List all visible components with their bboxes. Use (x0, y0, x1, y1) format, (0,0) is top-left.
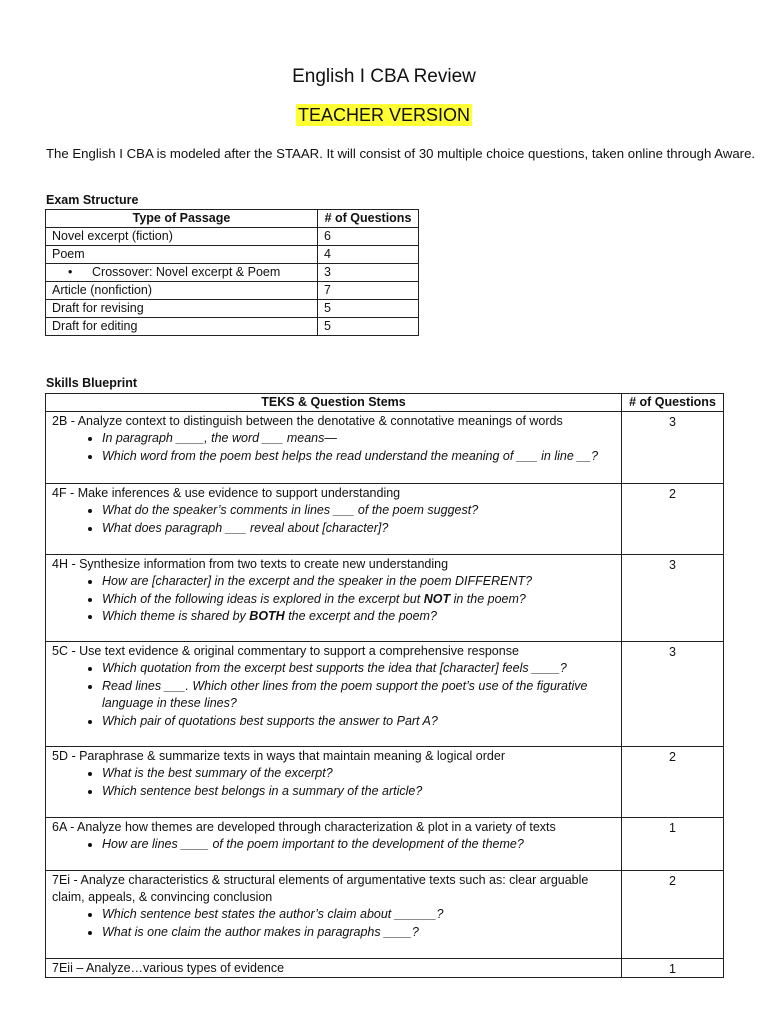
teacher-version-highlight: TEACHER VERSION (297, 105, 471, 125)
question-count: 3 (318, 264, 419, 282)
stem-emphasis: BOTH (249, 609, 285, 623)
question-stem (102, 591, 615, 609)
stem-text: the excerpt and the poem? (288, 609, 437, 623)
table-row (46, 300, 419, 318)
passage-type: Novel excerpt (fiction) (46, 228, 318, 246)
question-stem: • Which sentence best states the author’s claim about ______? (102, 906, 615, 924)
teks-description: 7Ei - Analyze characteristics & structural elements of argumentative texts such as: clear arguable claim, appeals, & convincing conclusion (52, 873, 589, 904)
question-stem-list (52, 836, 615, 854)
passage-type: Crossover: Novel excerpt & Poem (92, 265, 281, 279)
table-header-row (46, 394, 724, 412)
question-stem: • In paragraph ____, the word ___ means— (102, 430, 615, 448)
table-row (46, 412, 724, 484)
teks-cell (46, 959, 622, 978)
question-stem-list (52, 573, 615, 626)
table-row (46, 555, 724, 642)
question-count: 2 (622, 871, 724, 959)
question-stem: • What is the best summary of the excerpt? (102, 765, 615, 783)
column-header: # of Questions (622, 394, 724, 412)
question-stem: • Which pair of quotations best supports the answer to Part A? (102, 713, 615, 731)
stem-text: Which of the following ideas is explored in the excerpt but (102, 591, 421, 606)
teks-description: 2B - Analyze context to distinguish between the denotative & connotative meanings of words (52, 414, 563, 428)
teks-cell (46, 818, 622, 871)
stem-emphasis: NOT (423, 591, 451, 606)
question-stem-list (52, 502, 615, 537)
question-count: 4 (318, 246, 419, 264)
table-row (46, 818, 724, 871)
question-stem: • Which word from the poem best helps the read understand the meaning of ___ in line __? (102, 448, 615, 466)
teks-cell (46, 484, 622, 555)
question-stem-list (52, 660, 615, 730)
bullet-icon: • (68, 265, 73, 279)
question-stem-list (52, 765, 615, 800)
table-row (46, 228, 419, 246)
question-count: 6 (318, 228, 419, 246)
teks-cell (46, 412, 622, 484)
question-stem (102, 608, 615, 626)
column-header: # of Questions (318, 210, 419, 228)
passage-type: Draft for editing (46, 318, 318, 336)
teks-description: 4F - Make inferences & use evidence to support understanding (52, 486, 401, 500)
question-count: 2 (622, 747, 724, 818)
passage-type: Article (nonfiction) (46, 282, 318, 300)
table-row (46, 747, 724, 818)
question-count: 7 (318, 282, 419, 300)
passage-type: Draft for revising (46, 300, 318, 318)
table-row (46, 871, 724, 959)
table-row (46, 246, 419, 264)
question-count: 3 (622, 412, 724, 484)
question-stem-list (52, 430, 615, 465)
teks-cell (46, 871, 622, 959)
table-row (46, 264, 419, 282)
question-count: 1 (622, 818, 724, 871)
question-count: 2 (622, 484, 724, 555)
passage-type-cell (46, 264, 318, 282)
question-stem: • What does paragraph ___ reveal about [character]? (102, 520, 615, 538)
table-header-row (46, 210, 419, 228)
skills-blueprint-table (45, 393, 724, 978)
column-header: Type of Passage (46, 210, 318, 228)
teks-description: 4H - Synthesize information from two texts to create new understanding (52, 557, 449, 571)
stem-text: in the poem? (453, 591, 526, 606)
question-count: 5 (318, 300, 419, 318)
question-stem: • Read lines ___. Which other lines from the poem support the poet’s use of the figurative language in these lines? (102, 678, 615, 713)
stem-text: Which theme is shared by (102, 609, 246, 623)
exam-structure-label: Exam Structure (46, 193, 139, 207)
skills-blueprint-label: Skills Blueprint (46, 376, 137, 390)
column-header: TEKS & Question Stems (46, 394, 622, 412)
question-stem: • What do the speaker’s comments in lines ___ of the poem suggest? (102, 502, 615, 520)
teks-description: 7Eii – Analyze…various types of evidence (52, 961, 285, 975)
table-row (46, 484, 724, 555)
table-row (46, 282, 419, 300)
question-count: 3 (622, 642, 724, 747)
question-stem: • What is one claim the author makes in paragraphs ____? (102, 924, 615, 942)
question-stem: • Which quotation from the excerpt best supports the idea that [character] feels ____? (102, 660, 615, 678)
question-stem-list (52, 906, 615, 941)
question-count: 3 (622, 555, 724, 642)
teks-description: 6A - Analyze how themes are developed through characterization & plot in a variety of texts (52, 820, 556, 834)
question-count: 5 (318, 318, 419, 336)
intro-paragraph: The English I CBA is modeled after the STAAR. It will consist of 30 multiple choice questions, taken online through Aware. (46, 146, 756, 161)
teks-cell (46, 747, 622, 818)
question-stem: • Which sentence best belongs in a summary of the article? (102, 783, 615, 801)
question-count: 1 (622, 959, 724, 978)
teks-description: 5C - Use text evidence & original commentary to support a comprehensive response (52, 644, 519, 658)
table-row (46, 318, 419, 336)
page-title: English I CBA Review (292, 66, 476, 87)
teks-description: 5D - Paraphrase & summarize texts in ways that maintain meaning & logical order (52, 749, 505, 763)
teks-cell (46, 555, 622, 642)
table-row (46, 959, 724, 978)
subtitle-container (0, 105, 768, 126)
question-stem: • How are [character] in the excerpt and the speaker in the poem DIFFERENT? (102, 573, 615, 591)
exam-structure-table (45, 209, 419, 336)
teks-cell (46, 642, 622, 747)
passage-type: Poem (46, 246, 318, 264)
question-stem: • How are lines ____ of the poem important to the development of the theme? (102, 836, 615, 854)
table-row (46, 642, 724, 747)
